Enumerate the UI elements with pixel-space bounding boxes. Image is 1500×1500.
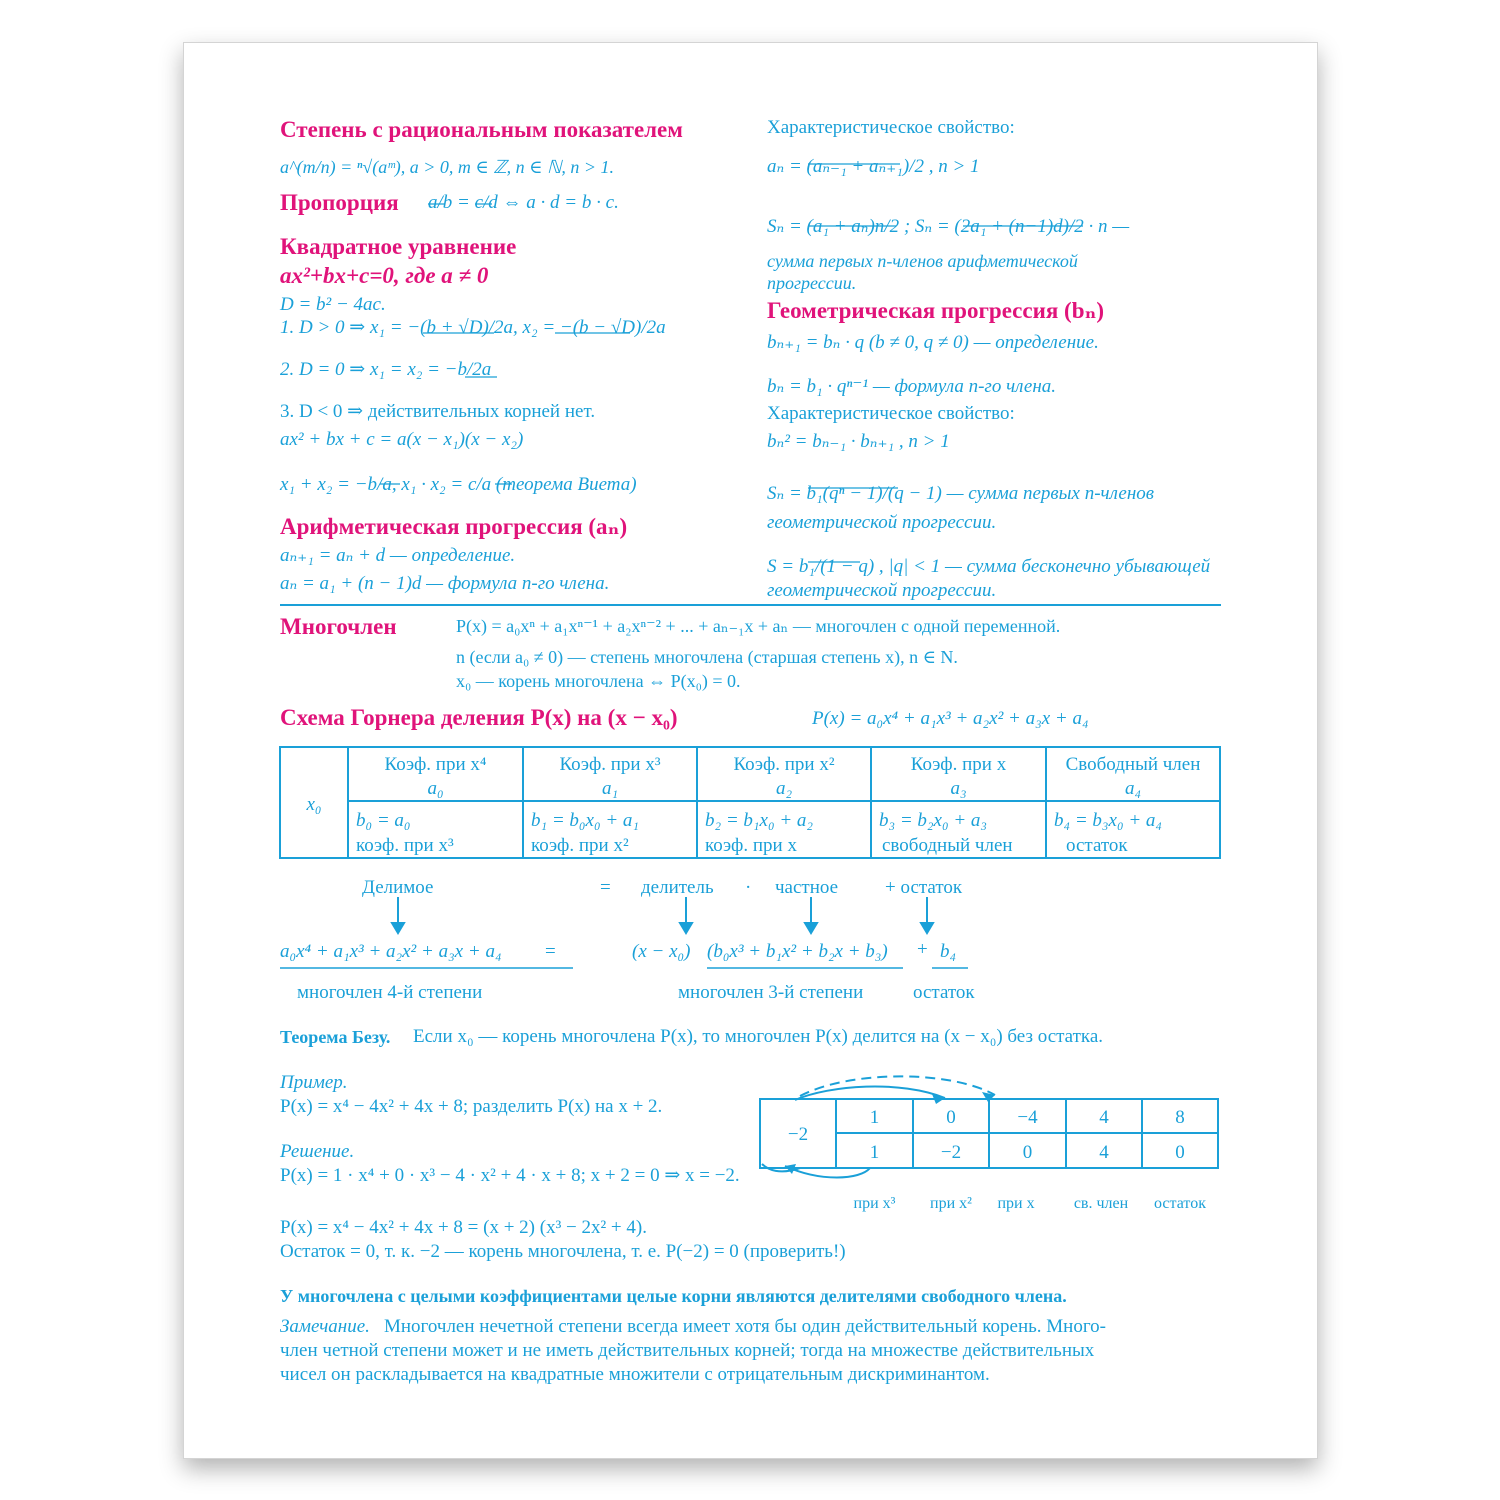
quotient-degree-label: многочлен 3-й степени [678, 982, 864, 1003]
horner-header-4-bottom: a₃ [950, 778, 967, 799]
horner-header-5-bottom: a₄ [1124, 778, 1142, 799]
remainder-caption: остаток [913, 982, 975, 1003]
horner-header-5-top: Свободный член [1065, 754, 1201, 775]
example-bottom-4: 4 [1099, 1142, 1109, 1163]
quotient-expr: (b₀x³ + b₁x² + b₂x + b₃) [707, 941, 888, 962]
geo-definition: bₙ₊₁ = bₙ · q (b ≠ 0, q ≠ 0) — определение. [767, 332, 1099, 353]
horner-row-2-bottom: коэф. при x² [531, 835, 629, 856]
horner-row-4-bottom: свободный член [882, 835, 1013, 856]
division-eq: = [600, 877, 611, 898]
dividend-label: Делимое [362, 877, 434, 898]
example-bottom-3: 0 [1022, 1142, 1033, 1163]
horner-row-4-top: b₃ = b₂x₀ + a₃ [879, 810, 987, 831]
quadratic-heading: Квадратное уравнение [280, 234, 517, 259]
example-label-2: при x² [930, 1195, 972, 1212]
arith-sum-desc-1: сумма первых n-членов арифметической [767, 251, 1078, 271]
example-bottom-2: −2 [940, 1142, 962, 1163]
solution-line-1: P(x) = 1 · x⁴ + 0 · x³ − 4 · x² + 4 · x + 8; x + 2 = 0 ⇒ x = −2. [280, 1165, 740, 1186]
power-heading: Степень с рациональным показателем [280, 117, 683, 142]
discriminant: D = b² − 4ac. [280, 294, 386, 315]
divisor-expr: (x − x₀) [632, 941, 691, 962]
remark-line-3: чисел он раскладывается на квадратные множители с отрицательным дискриминантом. [280, 1364, 990, 1385]
arith-nth-term: aₙ = a₁ + (n − 1)d — формула n-го члена. [280, 573, 610, 594]
arith-char-formula: aₙ = (aₙ₋₁ + aₙ₊₁)/2 , n > 1 [767, 156, 980, 177]
geo-sum-desc: геометрической прогрессии. [767, 512, 997, 533]
geo-infinite-sum: S = b₁/(1 − q) , |q| < 1 — сумма бесконечно убывающей [767, 556, 1211, 577]
horner-header-1-top: Коэф. при x⁴ [384, 754, 487, 775]
quadratic-case-2: 2. D = 0 ⇒ x₁ = x₂ = −b/2a [280, 359, 492, 380]
example-label-1: при x³ [853, 1195, 896, 1212]
quotient-label: частное [775, 877, 839, 898]
arith-char-label: Характеристическое свойство: [767, 117, 1015, 138]
arith-definition: aₙ₊₁ = aₙ + d — определение. [280, 545, 516, 566]
example-top-2: 0 [946, 1107, 956, 1128]
example-label-4: св. член [1073, 1195, 1129, 1212]
arith-sum-formula: Sₙ = (a₁ + aₙ)n/2 ; Sₙ = (2a₁ + (n−1)d)/2 · n — [767, 216, 1130, 237]
quadratic-case-3: 3. D < 0 ⇒ действительных корней нет. [280, 401, 596, 422]
geo-infinite-desc: геометрической прогрессии. [767, 580, 997, 601]
bezout-label: Теорема Безу. [280, 1027, 391, 1047]
example-bottom-1: 1 [869, 1142, 880, 1163]
example-label-3: при x [997, 1195, 1035, 1212]
example-bottom-5: 0 [1175, 1142, 1185, 1163]
integer-roots-note: У многочлена с целыми коэффициентами целые корни являются делителями свободного члена. [280, 1286, 1067, 1306]
dividend-expr: a₀x⁴ + a₁x³ + a₂x² + a₃x + a₄ [280, 941, 502, 962]
remainder-label: + остаток [885, 877, 963, 898]
vieta-theorem: x₁ + x₂ = −b/a, x₁ · x₂ = c/a (теорема Виета) [280, 474, 637, 495]
poly-line-2: n (если a₀ ≠ 0) — степень многочлена (старшая степень x), n ∈ N. [456, 647, 958, 667]
horner-header-2-bottom: a₁ [601, 778, 619, 799]
solution-line-2: P(x) = x⁴ − 4x² + 4x + 8 = (x + 2) (x³ − 2x² + 4). [280, 1217, 647, 1238]
arith-heading: Арифметическая прогрессия (aₙ) [280, 514, 628, 539]
remainder-expr: b₄ [940, 941, 957, 962]
horner-header-1-bottom: a₀ [427, 778, 444, 799]
example-task: P(x) = x⁴ − 4x² + 4x + 8; разделить P(x) на x + 2. [280, 1096, 663, 1117]
example-label-5: остаток [1154, 1195, 1206, 1212]
geo-heading: Геометрическая прогрессия (bₙ) [767, 298, 1105, 323]
horner-row-3-bottom: коэф. при x [705, 835, 797, 856]
solution-line-3: Остаток = 0, т. к. −2 — корень многочлена, т. е. P(−2) = 0 (проверить!) [280, 1241, 846, 1262]
remark-line-1: Многочлен нечетной степени всегда имеет хотя бы один действительный корень. Много- [384, 1316, 1106, 1337]
example-label: Пример. [280, 1072, 348, 1093]
horner-header-3-top: Коэф. при x² [733, 754, 835, 775]
horner-row-1-top: b₀ = a₀ [356, 810, 411, 831]
example-top-1: 1 [869, 1107, 880, 1128]
example-root: −2 [787, 1124, 809, 1145]
division-arrows [392, 897, 933, 933]
geo-sum-formula: Sₙ = b₁(qⁿ − 1)/(q − 1) — сумма первых n-членов [767, 483, 1154, 504]
horner-x0: x₀ [306, 794, 322, 815]
division-plus: + [917, 939, 928, 960]
remark-line-2: член четной степени может и не иметь действительных корней; тогда на множестве действительных [280, 1340, 1095, 1361]
poly-heading: Многочлен [280, 614, 397, 639]
horner-row-5-top: b₄ = b₃x₀ + a₄ [1054, 810, 1162, 831]
dividend-eq: = [545, 941, 556, 962]
poly-line-1: P(x) = a₀xⁿ + a₁xⁿ⁻¹ + a₂xⁿ⁻² + ... + aₙ₋₁x + aₙ — многочлен с одной переменной. [456, 616, 1061, 636]
horner-row-2-top: b₁ = b₀x₀ + a₁ [531, 810, 639, 831]
horner-header-3-bottom: a₂ [775, 778, 793, 799]
example-top-5: 8 [1175, 1107, 1185, 1128]
example-top-4: 4 [1099, 1107, 1109, 1128]
geo-char-label: Характеристическое свойство: [767, 403, 1015, 424]
solution-label: Решение. [280, 1141, 355, 1162]
geo-char-formula: bₙ² = bₙ₋₁ · bₙ₊₁ , n > 1 [767, 431, 950, 452]
quadratic-case-1: 1. D > 0 ⇒ x₁ = −(b + √D)/2a, x₂ = −(b − √D)/2a [280, 317, 666, 338]
proportion-formula: a/b = c/d ⇔ a · d = b · c. [428, 192, 619, 213]
remark-label: Замечание. [280, 1316, 370, 1337]
poly-line-3: x₀ — корень многочлена ⇔ P(x₀) = 0. [456, 671, 741, 691]
horner-row-5-bottom: остаток [1066, 835, 1128, 856]
horner-header-2-top: Коэф. при x³ [559, 754, 661, 775]
bezout-text: Если x₀ — корень многочлена P(x), то многочлен P(x) делится на (x − x₀) без остатка. [413, 1026, 1104, 1047]
divisor-label: делитель [641, 877, 714, 898]
horner-row-1-bottom: коэф. при x³ [356, 835, 454, 856]
dividend-degree-label: многочлен 4-й степени [297, 982, 483, 1003]
quadratic-equation: ax²+bx+c=0, где a ≠ 0 [280, 263, 489, 288]
horner-row-3-top: b₂ = b₁x₀ + a₂ [705, 810, 813, 831]
horner-header-4-top: Коэф. при x [910, 754, 1007, 775]
quadratic-factorization: ax² + bx + c = a(x − x₁)(x − x₂) [280, 429, 524, 450]
proportion-heading: Пропорция [280, 190, 399, 215]
horner-heading: Схема Горнера деления P(x) на (x − x₀) [280, 705, 678, 730]
example-top-3: −4 [1017, 1107, 1038, 1128]
division-dot: · [745, 877, 752, 898]
arith-sum-desc-2: прогрессии. [767, 273, 857, 293]
horner-px: P(x) = a₀x⁴ + a₁x³ + a₂x² + a₃x + a₄ [812, 708, 1089, 729]
geo-nth-term: bₙ = b₁ · qⁿ⁻¹ — формула n-го члена. [767, 376, 1057, 397]
power-formula: a^(m/n) = ⁿ√(aᵐ), a > 0, m ∈ ℤ, n ∈ ℕ, n > 1. [280, 157, 615, 177]
